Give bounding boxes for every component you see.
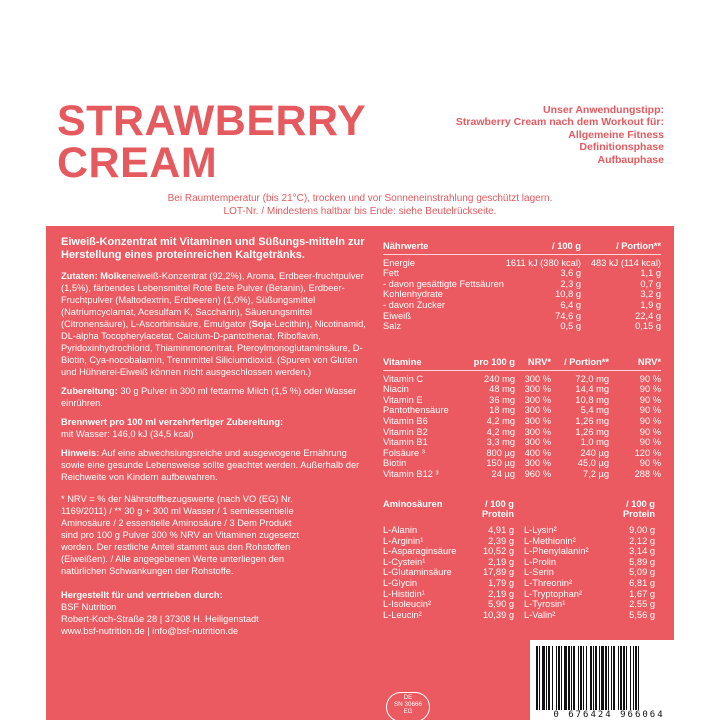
amino-value: 3,14 g — [629, 546, 655, 557]
amino-row — [524, 525, 661, 536]
amino-name: L-Phenylalanin² — [524, 546, 589, 557]
vitamin-per-100g: 4,2 mg — [486, 415, 515, 426]
amino-name: L-Glycin — [383, 577, 418, 588]
vitamin-name: Biotin — [383, 458, 407, 469]
vitamin-nrv-portion: 90 % — [639, 394, 661, 405]
amino-row — [383, 578, 520, 589]
nutrition-row — [383, 321, 661, 332]
vitamin-row — [383, 448, 661, 459]
nutrition-row — [383, 300, 661, 311]
vitamin-per-100g: 24 µg — [491, 468, 515, 479]
amino-name: L-Lysin² — [524, 525, 557, 535]
vitamin-per-100g: 150 µg — [486, 458, 515, 469]
amino-name: L-Asparaginsäure — [383, 546, 457, 557]
amino-value: 2,55 g — [629, 599, 655, 610]
amino-row — [524, 546, 661, 557]
vitamin-row — [383, 469, 661, 480]
vitamin-nrv-100g: 300 % — [524, 373, 551, 384]
amino-value: 1,67 g — [629, 588, 655, 599]
nutrition-name: - davon Zucker — [383, 299, 446, 310]
amino-value: 5,09 g — [629, 567, 655, 578]
amino-name: L-Histidin¹ — [383, 588, 425, 599]
amino-name: L-Leucin² — [383, 609, 422, 620]
amino-value: 5,89 g — [629, 556, 655, 567]
manufacturer-web: www.bsf-nutrition.de | info@bsf-nutrition.de — [61, 626, 239, 636]
vitamin-header-cell: / Portion** — [564, 357, 609, 367]
energy-text: mit Wasser: 146,0 kJ (34,5 kcal) — [61, 429, 194, 439]
vitamin-per-portion: 10,8 mg — [575, 394, 609, 405]
nutrition-per-portion: 0,7 g — [640, 278, 661, 289]
preparation — [61, 385, 373, 409]
manufacturer — [61, 589, 373, 637]
amino-value: 5,56 g — [629, 609, 655, 620]
vitamin-header-cell: NRV* — [527, 357, 551, 367]
nutrition-per-portion: 3,2 g — [640, 289, 661, 300]
storage-line: Bei Raumtemperatur (bis 21°C), trocken und vor Sonneneinstrahlung geschützt lagern. — [167, 193, 553, 204]
amino-header-value: / 100 g Protein — [481, 499, 514, 519]
vitamin-per-100g: 4,2 mg — [486, 426, 515, 437]
product-title — [57, 97, 367, 187]
vitamin-nrv-portion: 120 % — [634, 447, 661, 458]
vitamin-per-portion: 1,26 mg — [575, 426, 609, 437]
amino-value: 4,91 g — [488, 525, 514, 535]
vitamin-nrv-100g: 400 % — [524, 447, 551, 458]
barcode — [530, 640, 688, 720]
nutrition-name: Salz — [383, 321, 402, 332]
nutrition-name: Fett — [383, 268, 400, 279]
manufacturer-name: BSF Nutrition — [61, 602, 117, 612]
description-heading: Eiweiß-Konzentrat mit Vitaminen und Süßungs-mitteln zur Herstellung eines proteinreichen Kaltgetränks. — [61, 236, 365, 261]
nutrition-per-100g: 74,6 g — [555, 310, 581, 321]
nutrition-row — [383, 279, 661, 290]
vitamin-per-100g: 800 µg — [486, 447, 515, 458]
amino-name: L-Isoleucin² — [383, 599, 432, 610]
nutrition-per-100g: 0,5 g — [560, 321, 581, 332]
tip-line: Unser Anwendungstipp: — [543, 104, 664, 116]
title-line-2: CREAM — [57, 139, 218, 187]
nutrition-per-100g: 3,6 g — [560, 268, 581, 279]
vitamin-row — [383, 458, 661, 469]
ingredients — [61, 270, 373, 378]
storage-note — [0, 193, 720, 218]
seal-line: EG — [403, 708, 413, 715]
amino-name: L-Tryptophan² — [524, 588, 583, 599]
vitamin-per-100g: 36 mg — [489, 394, 515, 405]
amino-value: 9,00 g — [629, 525, 655, 535]
amino-name: L-Arginin¹ — [383, 535, 424, 546]
amino-value: 10,52 g — [482, 546, 514, 557]
vitamin-per-portion: 14,4 mg — [575, 384, 609, 395]
amino-value: 1,79 g — [488, 577, 514, 588]
amino-row — [524, 557, 661, 568]
nutrition-per-portion: 0,15 g — [635, 321, 661, 332]
amino-header-row — [383, 499, 661, 519]
ingredients-text: neiweiß-Konzentrat (92,2%), Aroma, Erdbeer-fruchtpulver (1,5%), färbendes Lebensmittel Rote Bete Pulver (Betanin), Erdbeer-Fruchtpulver (Maltodextrin, Erdbeeren) (1,0%), Süßungsmittel (Natriumcyclamat, Acesulfam K, Saccharin), Säuerungsmittel (Citronensäure), L-Ascorbinsäure, Emulgator ( — [61, 271, 364, 329]
nutrition-per-100g: 2,3 g — [560, 278, 581, 289]
amino-header-value: / 100 g Protein — [622, 499, 655, 519]
nutrition-name: Kohlenhydrate — [383, 289, 443, 300]
vitamin-name: Vitamin B12 ³ — [383, 468, 439, 479]
vitamin-name: Folsäure ³ — [383, 447, 425, 458]
nutrition-row — [383, 268, 661, 279]
tip-line: Strawberry Cream nach dem Workout für: — [455, 116, 664, 129]
vitamin-nrv-100g: 300 % — [524, 437, 551, 448]
footnote: * NRV = % der Nährstoffbezugswerte (nach VO (EG) Nr. 1169/2011) / ** 30 g + 300 ml Wasser / 1 semiessentielle Aminosäure / 2 essentielle Aminosäure / 3 Dem Produkt sind pro 100 g Pulver 300 % NRV an Vitaminen zugesetzt worden. Der restliche Anteil stammt aus den Rohstoffen (Eiweißen). / Alle angegebenen Werte unterliegen den natürlichen Schwankungen der Rohstoffe. — [61, 494, 299, 576]
vitamin-row — [383, 384, 661, 395]
tip-line: Aufbauphase — [597, 153, 664, 166]
nutrition-name: Eiweiß — [383, 310, 411, 321]
amino-row — [383, 610, 520, 621]
barcode-bar — [639, 646, 641, 710]
nutrition-per-portion: 1,9 g — [640, 299, 661, 310]
vitamin-per-portion: 7,2 µg — [582, 468, 609, 479]
title-line-1: STRAWBERRY — [57, 97, 367, 145]
vitamin-name: Vitamin B6 — [383, 415, 428, 426]
nutrition-row — [383, 258, 661, 269]
amino-row — [524, 610, 661, 621]
vitamin-nrv-portion: 288 % — [634, 468, 661, 479]
amino-row — [383, 525, 520, 536]
vitamin-header-cell: pro 100 g — [473, 357, 515, 367]
vitamin-per-100g: 3,3 mg — [486, 437, 515, 448]
vitamin-nrv-portion: 90 % — [639, 405, 661, 416]
energy-label: Brennwert pro 100 ml verzehrfertiger Zubereitung: — [61, 417, 284, 427]
nutrition-per-portion: 22,4 g — [635, 310, 661, 321]
amino-row — [524, 536, 661, 547]
amino-value: 17,89 g — [482, 567, 514, 578]
vitamin-nrv-100g: 300 % — [524, 415, 551, 426]
vitamin-per-portion: 1,0 mg — [580, 437, 609, 448]
vitamin-row — [383, 405, 661, 416]
nutrition-per-100g: 1611 kJ (380 kcal) — [505, 257, 581, 268]
seal-line: SN 30666 — [393, 701, 422, 708]
vitamin-name: Vitamin B1 — [383, 437, 428, 448]
hint-text: Auf eine abwechslungsreiche und ausgewogene Ernährung sowie eine gesunde Lebensweise sollte geachtet werden. Außerhalb der Reichweite von Kindern aufbewahren. — [61, 448, 360, 482]
vitamin-header-cell: Vitamine — [383, 357, 422, 367]
amino-row — [383, 589, 520, 600]
vitamin-per-100g: 240 mg — [483, 373, 515, 384]
vitamin-row — [383, 437, 661, 448]
allergen-soy: Soja — [251, 319, 272, 329]
amino-name: L-Serin — [524, 567, 554, 578]
vitamin-nrv-100g: 300 % — [524, 405, 551, 416]
vitamin-nrv-100g: 300 % — [524, 458, 551, 469]
nutrition-name: Energie — [383, 257, 416, 268]
amino-name: L-Cystein¹ — [383, 556, 426, 567]
preparation-text: 30 g Pulver in 300 ml fettarme Milch (1,5 %) oder Wasser einrühren. — [61, 386, 357, 408]
product-description — [61, 236, 373, 644]
vitamin-nrv-portion: 90 % — [639, 437, 661, 448]
energy-info — [61, 416, 373, 440]
vitamin-table — [383, 357, 661, 480]
nutrition-per-portion: 1,1 g — [640, 268, 661, 279]
amino-name: L-Alanin — [383, 525, 418, 535]
vitamin-name: Pantothensäure — [383, 405, 449, 416]
ingredients-text: -Lecithin), Nicotinamid, DL-alpha Tocopherylacetat, Calcium-D-pantothenat, Riboflavin, Pyridoxinhydrochlorid, Thiaminmononitrat, Pteroylmonoglutaminsäure, D-Biotin, Cya-nocobalamin, Trennmittel Siliciumdioxid. (Spuren von Gluten und Hühnerei-Eiweiß können nicht ausgeschlossen werden.) — [61, 319, 366, 377]
vitamin-name: Vitamin C — [383, 373, 424, 384]
amino-row — [383, 599, 520, 610]
vitamin-row — [383, 416, 661, 427]
seal-line: DE — [403, 694, 413, 701]
amino-row — [524, 578, 661, 589]
nutrition-per-portion: 483 kJ (114 kcal) — [590, 257, 661, 268]
nutrition-table — [383, 241, 661, 332]
usage-tip — [456, 104, 664, 166]
vitamin-per-portion: 1,26 mg — [575, 415, 609, 426]
vitamin-row — [383, 395, 661, 406]
vitamin-per-portion: 240 µg — [580, 447, 609, 458]
amino-row — [524, 599, 661, 610]
amino-row — [524, 567, 661, 578]
nutrition-per-100g: 10,8 g — [555, 289, 581, 300]
vitamin-nrv-100g: 300 % — [524, 394, 551, 405]
manufacturer-address: Robert-Koch-Straße 28 | 37308 H. Heiligenstadt — [61, 614, 259, 624]
vitamin-per-portion: 5,4 mg — [580, 405, 609, 416]
tip-line: Allgemeine Fitness — [568, 128, 664, 141]
amino-value: 2,12 g — [629, 535, 655, 546]
manufacturer-label: Hergestellt für und vertrieben durch: — [61, 590, 223, 600]
amino-value: 2,19 g — [488, 556, 514, 567]
amino-name: L-Threonin² — [524, 577, 573, 588]
hint — [61, 447, 373, 483]
vitamin-nrv-100g: 300 % — [524, 384, 551, 395]
amino-value: 5,90 g — [488, 599, 514, 610]
nutrition-row — [383, 311, 661, 322]
vitamin-name: Vitamin E — [383, 394, 423, 405]
vitamin-nrv-portion: 90 % — [639, 384, 661, 395]
nutrition-header-cell: / 100 g — [552, 241, 581, 251]
amino-row — [383, 536, 520, 547]
nutrition-header-cell: / Portion** — [616, 241, 661, 251]
ingredients-label: Zutaten: — [61, 271, 98, 281]
nutrition-per-100g: 6,4 g — [560, 299, 581, 310]
amino-value: 2,39 g — [488, 535, 514, 546]
hint-label: Hinweis: — [61, 448, 100, 458]
nutrition-header — [383, 241, 661, 252]
amino-header-name: Aminosäuren — [383, 499, 443, 509]
organic-seal — [386, 692, 430, 722]
vitamin-row — [383, 427, 661, 438]
vitamin-header — [383, 357, 661, 368]
vitamin-row — [383, 374, 661, 385]
amino-value: 10,39 g — [482, 609, 514, 620]
vitamin-per-100g: 18 mg — [489, 405, 515, 416]
vitamin-nrv-100g: 960 % — [524, 468, 551, 479]
vitamin-nrv-portion: 90 % — [639, 373, 661, 384]
amino-value: 2,19 g — [488, 588, 514, 599]
vitamin-nrv-portion: 90 % — [639, 426, 661, 437]
storage-line: LOT-Nr. / Mindestens haltbar bis Ende: siehe Beutelrückseite. — [223, 205, 497, 217]
nutrition-header-cell: Nährwerte — [383, 241, 429, 251]
vitamin-per-portion: 72,0 mg — [575, 373, 609, 384]
row-divider — [383, 254, 661, 255]
amino-name: L-Tyrosin¹ — [524, 599, 566, 610]
vitamin-nrv-portion: 90 % — [639, 415, 661, 426]
nutrition-name: - davon gesättigte Fettsäuren — [383, 278, 504, 289]
allergen-milk: Molke — [100, 271, 127, 281]
amino-row — [524, 589, 661, 600]
barcode-bars — [536, 646, 682, 710]
vitamin-per-portion: 45,0 µg — [577, 458, 609, 469]
vitamin-nrv-100g: 300 % — [524, 426, 551, 437]
tip-line: Definitionsphase — [579, 141, 664, 154]
amino-name: L-Glutaminsäure — [383, 567, 452, 578]
barcode-number: 0 676424 966064 — [553, 710, 665, 720]
amino-row — [383, 557, 520, 568]
vitamin-header-cell: NRV* — [637, 357, 661, 367]
amino-name: L-Valin² — [524, 609, 556, 620]
vitamin-per-100g: 48 mg — [489, 384, 515, 395]
nutrition-row — [383, 289, 661, 300]
amino-value: 6,81 g — [629, 577, 655, 588]
amino-table — [383, 499, 661, 620]
row-divider — [383, 370, 661, 371]
vitamin-name: Vitamin B2 — [383, 426, 428, 437]
vitamin-nrv-portion: 90 % — [639, 458, 661, 469]
vitamin-name: Niacin — [383, 384, 409, 395]
amino-name: L-Prolin — [524, 556, 557, 567]
preparation-label: Zubereitung: — [61, 386, 118, 396]
amino-row — [383, 567, 520, 578]
amino-name: L-Methionin² — [524, 535, 576, 546]
amino-row — [383, 546, 520, 557]
